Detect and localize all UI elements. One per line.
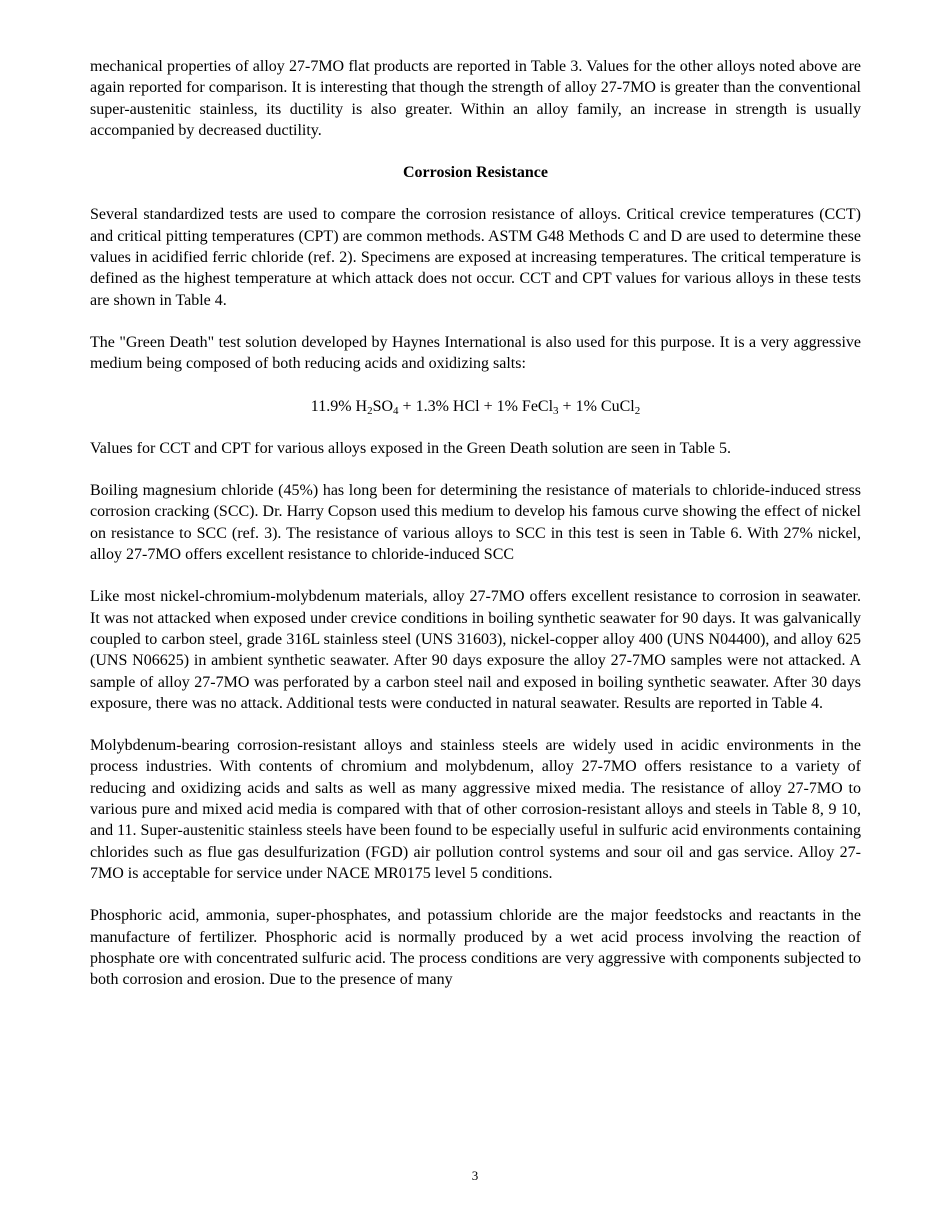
formula-subscript: 2	[367, 404, 373, 417]
formula-part: + 1% CuCl	[558, 397, 635, 415]
formula-subscript: 4	[393, 404, 399, 417]
paragraph-green-death: The "Green Death" test solution developed by Haynes International is also used for this purpose. It is a very aggressive medium being composed of both reducing acids and oxidizing salts:	[90, 333, 861, 373]
paragraph-acidic-environments: Molybdenum-bearing corrosion-resistant alloys and stainless steels are widely used in acidic environments in the process industries. With contents of chromium and molybdenum, alloy 27-7MO offers resistance to a variety of reducing and oxidizing acids and salts as well as many aggressive mixed media. The resistance of alloy 27-7MO to various pure and mixed acid media is compared with that of other corrosion-resistant alloys and steels in Table 8, 9 10, and 11. Super-austenitic stainless steels have been found to be especially useful in sulfuric acid environments containing chlorides such as flue gas desulfurization (FGD) air pollution control systems and sour oil and gas service. Alloy 27-7MO is acceptable for service under NACE MR0175 level 5 conditions.	[90, 737, 861, 882]
document-page	[90, 56, 861, 1011]
paragraph-seawater: Like most nickel-chromium-molybdenum materials, alloy 27-7MO offers excellent resistance to corrosion in seawater. It was not attacked when exposed under crevice conditions in boiling synthetic seawater for 90 days. It was galvanically coupled to carbon steel, grade 316L stainless steel (UNS 31603), nickel-copper alloy 400 (UNS N04400), and alloy 625 (UNS N06625) in ambient synthetic seawater. After 90 days exposure the alloy 27-7MO samples were not attacked. A sample of alloy 27-7MO was perforated by a carbon steel nail and exposed in boiling synthetic seawater. After 30 days exposure, there was no attack. Additional tests were conducted in natural seawater. Results are reported in Table 4.	[90, 588, 861, 712]
paragraph-mechanical-properties: mechanical properties of alloy 27-7MO flat products are reported in Table 3. Values for the other alloys noted above are again reported for comparison. It is interesting that though the strength of alloy 27-7MO is greater than the conventional super-austenitic stainless, its ductility is also greater. Within an alloy family, an increase in strength is usually accompanied by decreased ductility.	[90, 58, 861, 139]
paragraph-green-death-values: Values for CCT and CPT for various alloys exposed in the Green Death solution are seen in Table 5.	[90, 439, 731, 457]
green-death-formula	[90, 396, 861, 417]
section-heading-corrosion-resistance: Corrosion Resistance	[402, 164, 549, 182]
paragraph-standardized-tests: Several standardized tests are used to compare the corrosion resistance of alloys. Critical crevice temperatures (CCT) and critical pitting temperatures (CPT) are common methods. ASTM G48 Methods C and D are used to determine these values in acidified ferric chloride (ref. 2). Specimens are exposed at increasing temperatures. The critical temperature is defined as the highest temperature at which attack does not occur. CCT and CPT values for various alloys in these tests are shown in Table 4.	[90, 206, 861, 309]
formula-subscript: 2	[634, 404, 641, 417]
formula-part: + 1.3% HCl + 1% FeCl	[398, 397, 554, 415]
formula-subscript: 3	[553, 404, 559, 417]
formula-part: SO	[372, 397, 394, 415]
page-number: 3	[471, 1168, 479, 1183]
paragraph-magnesium-chloride: Boiling magnesium chloride (45%) has long been for determining the resistance of materials to chloride-induced stress corrosion cracking (SCC). Dr. Harry Copson used this medium to develop his famous curve showing the effect of nickel on resistance to SCC (ref. 3). The resistance of various alloys to SCC in this test is seen in Table 6. With 27% nickel, alloy 27-7MO offers excellent resistance to chloride-induced SCC	[90, 482, 861, 564]
formula-part: 11.9% H	[310, 397, 368, 415]
paragraph-fertilizer: Phosphoric acid, ammonia, super-phosphates, and potassium chloride are the major feedstocks and reactants in the manufacture of fertilizer. Phosphoric acid is normally produced by a wet acid process involving the reaction of phosphate ore with concentrated sulfuric acid. The process conditions are very aggressive with components subjected to both corrosion and erosion. Due to the presence of many	[90, 907, 861, 989]
